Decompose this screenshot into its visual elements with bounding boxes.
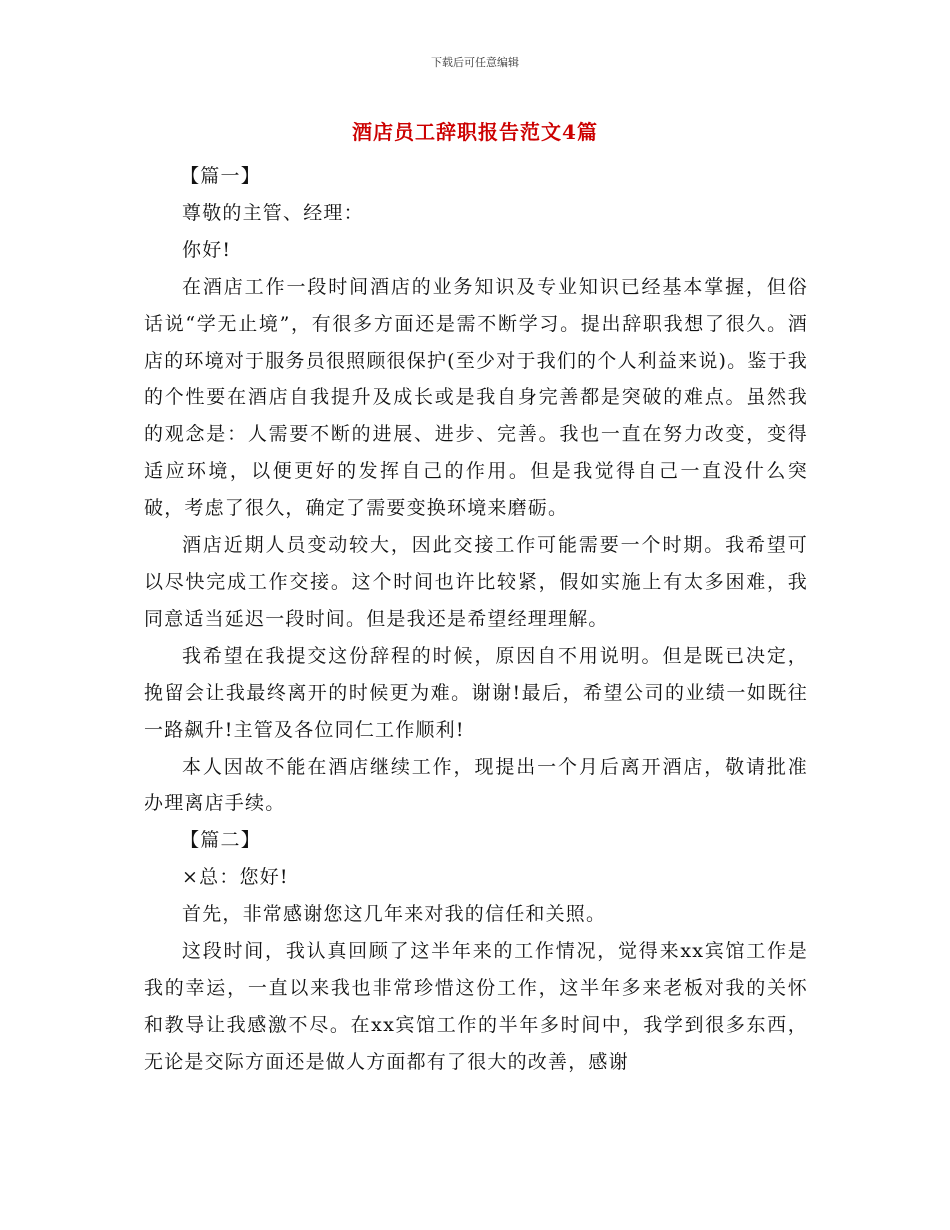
salutation: ×总：您好! <box>182 866 289 889</box>
document-body <box>144 158 808 1081</box>
header-note: 下载后可任意编辑 <box>431 56 519 69</box>
salutation: 尊敬的主管、经理： <box>182 201 364 224</box>
section-heading-2: 【篇二】 <box>180 829 261 852</box>
body-paragraph: 这段时间，我认真回顾了这半年来的工作情况，觉得来xx宾馆工作是我的幸运，一直以来我也非常珍惜这份工作，这半年多来老板对我的关怀和教导让我感激不尽。在xx宾馆工作的半年多时间中，我学到很多东西，无论是交际方面还是做人方面都有了很大的改善，感谢 <box>144 940 808 1073</box>
body-paragraph: 我希望在我提交这份辞程的时候，原因自不用说明。但是既已决定，挽留会让我最终离开的时候更为难。谢谢!最后，希望公司的业绩一如既往一路飙升!主管及各位同仁工作顺利! <box>144 644 808 741</box>
body-paragraph: 在酒店工作一段时间酒店的业务知识及专业知识已经基本掌握，但俗话说“学无止境”，有很多方面还是需不断学习。提出辞职我想了很久。酒店的环境对于服务员很照顾很保护(至少对于我们的个人利益来说)。鉴于我的个性要在酒店自我提升及成长或是我自身完善都是突破的难点。虽然我的观念是：人需要不断的进展、进步、完善。我也一直在努力改变，变得适应环境，以便更好的发挥自己的作用。但是我觉得自己一直没什么突破，考虑了很久，确定了需要变换环境来磨砺。 <box>144 275 808 520</box>
body-paragraph: 酒店近期人员变动较大，因此交接工作可能需要一个时期。我希望可以尽快完成工作交接。这个时间也许比较紧，假如实施上有太多困难，我同意适当延迟一段时间。但是我还是希望经理理解。 <box>144 534 808 630</box>
greeting: 你好! <box>182 238 232 261</box>
body-paragraph: 首先，非常感谢您这几年来对我的信任和关照。 <box>182 903 607 926</box>
document-title: 酒店员工辞职报告范文4篇 <box>352 120 598 144</box>
body-paragraph: 本人因故不能在酒店继续工作，现提出一个月后离开酒店，敬请批准办理离店手续。 <box>144 755 808 815</box>
section-heading-1: 【篇一】 <box>180 165 261 187</box>
